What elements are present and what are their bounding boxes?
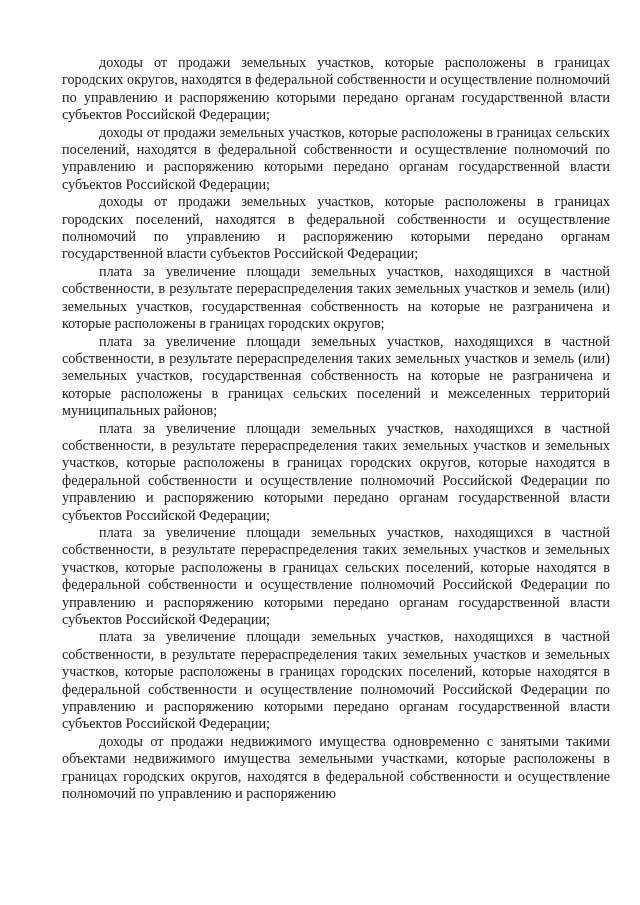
paragraph-5: плата за увеличение площади земельных участков, находящихся в частной собственности, в результате перераспределения таких земельных участков и земель (или) земельных участков, государственная собственность на которые не разграничена и которые расположены в границах сельских поселений и межселенных территорий муниципальных районов; [62,333,610,420]
paragraph-3: доходы от продажи земельных участков, которые расположены в границах городских поселений, находятся в федеральной собственности и осуществление полномочий по управлению и распоряжению которыми передано органам государственной власти субъектов Российской Федерации; [62,194,610,263]
paragraph-6: плата за увеличение площади земельных участков, находящихся в частной собственности, в результате перераспределения таких земельных участков и земельных участков, которые расположены в границах городских округов, которые находятся в федеральной собственности и осуществление полномочий Российской Федерации по управлению и распоряжению которыми передано органам государственной власти субъектов Российской Федерации; [62,420,610,524]
paragraph-4: плата за увеличение площади земельных участков, находящихся в частной собственности, в результате перераспределения таких земельных участков и земель (или) земельных участков, государственная собственность на которые не разграничена и которые расположены в границах городских округов; [62,263,610,333]
paragraph-7: плата за увеличение площади земельных участков, находящихся в частной собственности, в результате перераспределения таких земельных участков и земельных участков, которые расположены в границах сельских поселений, которые находятся в федеральной собственности и осуществление полномочий Российской Федерации по управлению и распоряжению которыми передано органам государственной власти субъектов Российской Федерации; [62,524,610,628]
paragraph-9: доходы от продажи недвижимого имущества одновременно с занятыми такими объектами недвижимого имущества земельными участками, которые расположены в границах городских округов, находятся в федеральной собственности и осуществление полномочий по управлению и распоряжению [62,733,610,803]
paragraph-2: доходы от продажи земельных участков, которые расположены в границах сельских поселений, находятся в федеральной собственности и осуществление полномочий по управлению и распоряжению которыми передано органам государственной власти субъектов Российской Федерации; [62,124,610,193]
paragraph-8: плата за увеличение площади земельных участков, находящихся в частной собственности, в результате перераспределения таких земельных участков и земельных участков, которые расположены в границах городских поселений, которые находятся в федеральной собственности и осуществление полномочий Российской Федерации по управлению и распоряжению которыми передано органам государственной власти субъектов Российской Федерации; [62,629,610,733]
document-page [62,55,610,803]
paragraph-1: доходы от продажи земельных участков, которые расположены в границах городских округов, находятся в федеральной собственности и осуществление полномочий по управлению и распоряжению которыми передано органам государственной власти субъектов Российской Федерации; [62,55,610,124]
